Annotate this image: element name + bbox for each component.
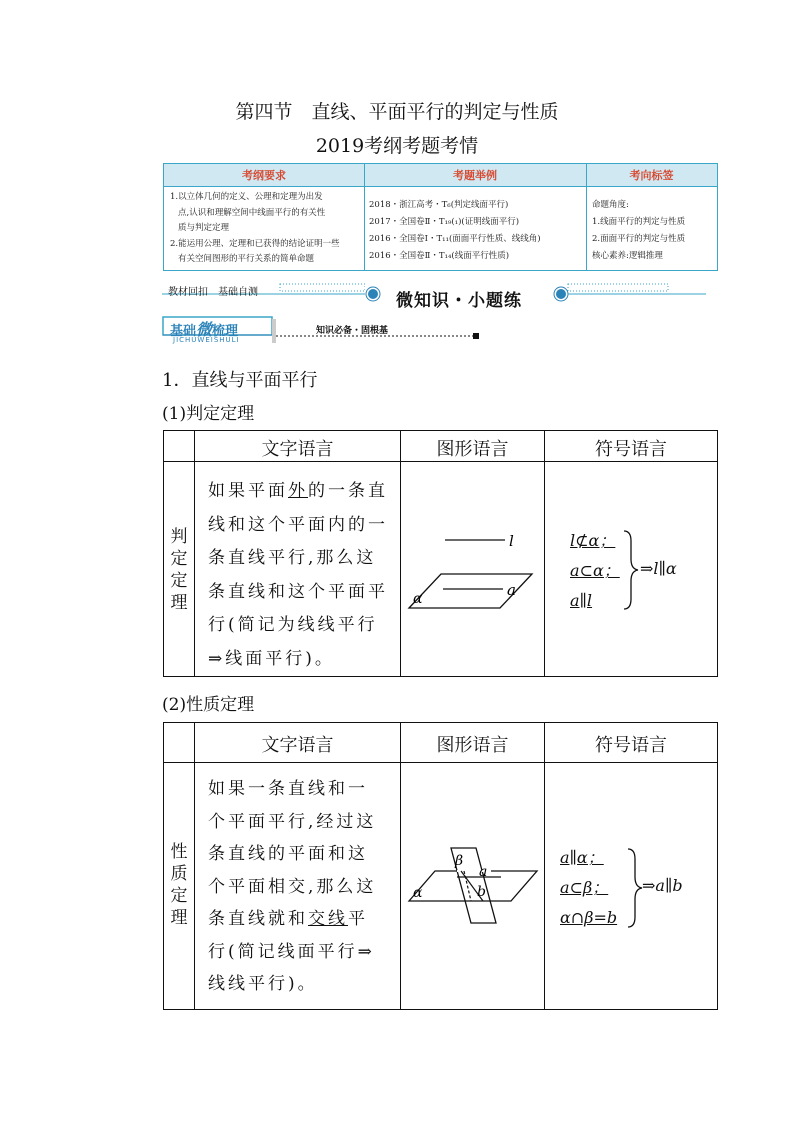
judge-conclusion: ⇒l∥α	[640, 559, 677, 578]
property-symbols: a∥α； a⊂β； α∩β=b	[560, 848, 618, 927]
judge-figure-a: a	[507, 581, 516, 599]
property-header-figure: 图形语言	[436, 735, 509, 756]
exam-table-header	[164, 164, 717, 187]
part2-heading: (2)性质定理	[162, 695, 255, 715]
exam-header-requirements: 考纲要求	[242, 169, 286, 182]
property-figure-beta: β	[455, 853, 464, 869]
judge-text: 如果平面外的一条直 线和这个平面内的一 条直线平行,那么这 条直线和这个平面平 行(简记为线线平行 ⇒线面平行)。	[208, 481, 388, 669]
banner-left-text: 教材回扣 基础自测	[168, 287, 258, 298]
judge-figure	[401, 462, 544, 676]
property-header-symbol: 符号语言	[595, 735, 667, 756]
judge-figure-l: l	[509, 532, 514, 550]
property-figure-a: a	[479, 864, 488, 880]
exam-title: 2019考纲考题考情	[315, 135, 479, 157]
judge-row-label: 判 定 定 理	[170, 527, 188, 613]
banner-title: 微知识・小题练	[396, 291, 522, 311]
property-conclusion: ⇒a∥b	[642, 876, 683, 895]
exam-examples: 2018・浙江高考・T₆(判定线面平行) 2017・全国卷Ⅱ・T₁₉(₁)(证明线面平行) 2016・全国卷Ⅰ・T₁₁(面面平行性质、线线角) 2016・全国卷Ⅱ・T₁₄(线面平行性质)	[369, 200, 541, 261]
judge-header-text: 文字语言	[261, 439, 334, 460]
judge-header-symbol: 符号语言	[595, 439, 667, 460]
property-figure-b: b	[477, 884, 486, 900]
sub-banner-en: JICHUWEISHULI	[173, 336, 240, 344]
part1-heading: (1)判定定理	[162, 404, 255, 424]
judge-table	[163, 430, 718, 677]
exam-requirements: 1.以立体几何的定义、公理和定理为出发 点,认识和理解空间中线面平行的有关性 质与判定定理 2.能运用公理、定理和已获得的结论证明一些 有关空间图形的平行关系的简单命题	[170, 192, 340, 264]
sub-banner-title: 基础微梳理	[170, 320, 239, 339]
exam-table	[163, 163, 718, 271]
judge-figure-alpha: α	[413, 591, 423, 607]
exam-header-tags: 考向标签	[629, 169, 674, 182]
property-row-label: 性 质 定 理	[170, 842, 188, 928]
exam-header-examples: 考题举例	[453, 169, 497, 182]
judge-symbols: l⊄α； a⊂α； a∥l	[570, 531, 620, 610]
property-text: 如果一条直线和一 个平面平行,经过这 条直线的平面和这 个平面相交,那么这 条直线就和交线平 行(简记线面平行⇒ 线线平行)。	[208, 779, 377, 994]
property-header-text: 文字语言	[261, 735, 334, 756]
section-heading: 1．直线与平面平行	[162, 370, 318, 391]
exam-tags: 命题角度: 1.线面平行的判定与性质 2.面面平行的判定与性质 核心素养:逻辑推理	[592, 200, 686, 261]
judge-brace	[622, 529, 642, 611]
sub-banner-right: 知识必备・固根基	[316, 326, 389, 336]
judge-header-figure: 图形语言	[436, 439, 509, 460]
section-title: 第四节 直线、平面平行的判定与性质	[235, 101, 559, 123]
property-table	[163, 722, 718, 1010]
property-figure	[401, 763, 544, 1009]
property-figure-alpha: α	[413, 885, 423, 901]
